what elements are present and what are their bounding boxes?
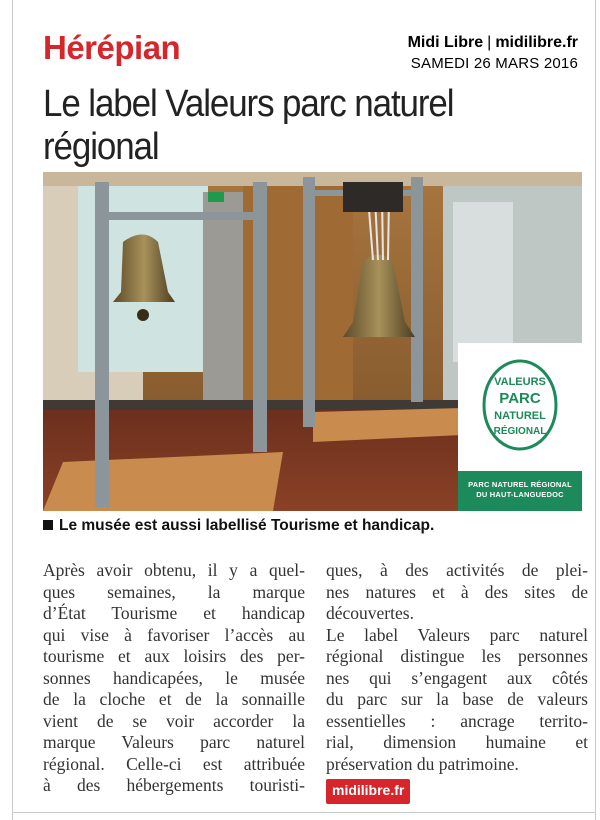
publication-date: SAMEDI 26 MARS 2016: [410, 55, 578, 72]
col2-line: ques, à des activités de plei-: [326, 560, 588, 580]
pnr-label-badge: [458, 343, 582, 511]
masthead-separator: |: [487, 34, 492, 51]
col2-line: rial, dimension humaine et: [326, 732, 588, 752]
source-link[interactable]: midilibre.fr: [326, 779, 410, 804]
town-name: Hérépian: [43, 29, 181, 66]
col1-line: tourisme et aux loisirs des per-: [43, 646, 305, 666]
article-column-1: [43, 560, 305, 797]
col1-line: sonnes handicapées, le musée: [43, 667, 305, 688]
caption-square-icon: [43, 520, 53, 530]
badge-logo-line-3: NATUREL: [494, 410, 546, 422]
col2-line: nes qui s’engagent aux côtés: [326, 667, 588, 688]
caption-text: Le musée est aussi labellisé Tourisme et handicap.: [59, 517, 435, 534]
pnr-logo-icon: [458, 343, 582, 471]
col1-line: marque Valeurs parc naturel: [43, 732, 305, 752]
headline-line-1: Le label Valeurs parc naturel régional: [43, 83, 454, 168]
col1-line: à des hébergements touristi-: [43, 775, 305, 795]
col2-line: du parc sur la base de valeurs: [326, 689, 588, 709]
article-column-2: [326, 560, 588, 804]
right-border: [595, 0, 596, 820]
badge-logo-line-1: VALEURS: [494, 376, 546, 388]
col1-line: qui vise à favoriser l’accès au: [43, 624, 305, 645]
bottom-border: [12, 812, 596, 813]
col2-line: préservation du patrimoine.: [326, 753, 519, 774]
col1-line: ques semaines, la marque: [43, 581, 305, 602]
col1-line: régional. Celle-ci est attribuée: [43, 753, 305, 774]
badge-logo-line-2: PARC: [499, 390, 541, 407]
col1-line: de la cloche et de la sonnaille: [43, 689, 305, 709]
badge-footer-line-1: PARC NATUREL RÉGIONAL: [468, 480, 572, 489]
col2-line: Le label Valeurs parc naturel: [326, 624, 588, 645]
col2-line: régional distingue les personnes: [326, 646, 588, 666]
badge-footer: [458, 471, 582, 511]
col1-line: d’État Tourisme et handicap: [43, 603, 305, 623]
website-name: midilibre.fr: [495, 34, 578, 51]
col1-line: vient de se voir accorder la: [43, 710, 305, 731]
left-border: [12, 0, 13, 820]
badge-logo-line-4: RÉGIONAL: [493, 426, 547, 437]
masthead: [408, 34, 578, 52]
newspaper-name: Midi Libre: [407, 34, 484, 51]
photo-caption: [43, 517, 434, 535]
col2-line: découvertes.: [326, 603, 414, 623]
badge-footer-line-2: DU HAUT-LANGUEDOC: [476, 490, 564, 499]
col1-line: Après avoir obtenu, il y a quel-: [43, 560, 305, 580]
col2-line: nes natures et à des sites de: [326, 581, 588, 602]
col2-line: essentielles : ancrage territo-: [326, 710, 588, 731]
